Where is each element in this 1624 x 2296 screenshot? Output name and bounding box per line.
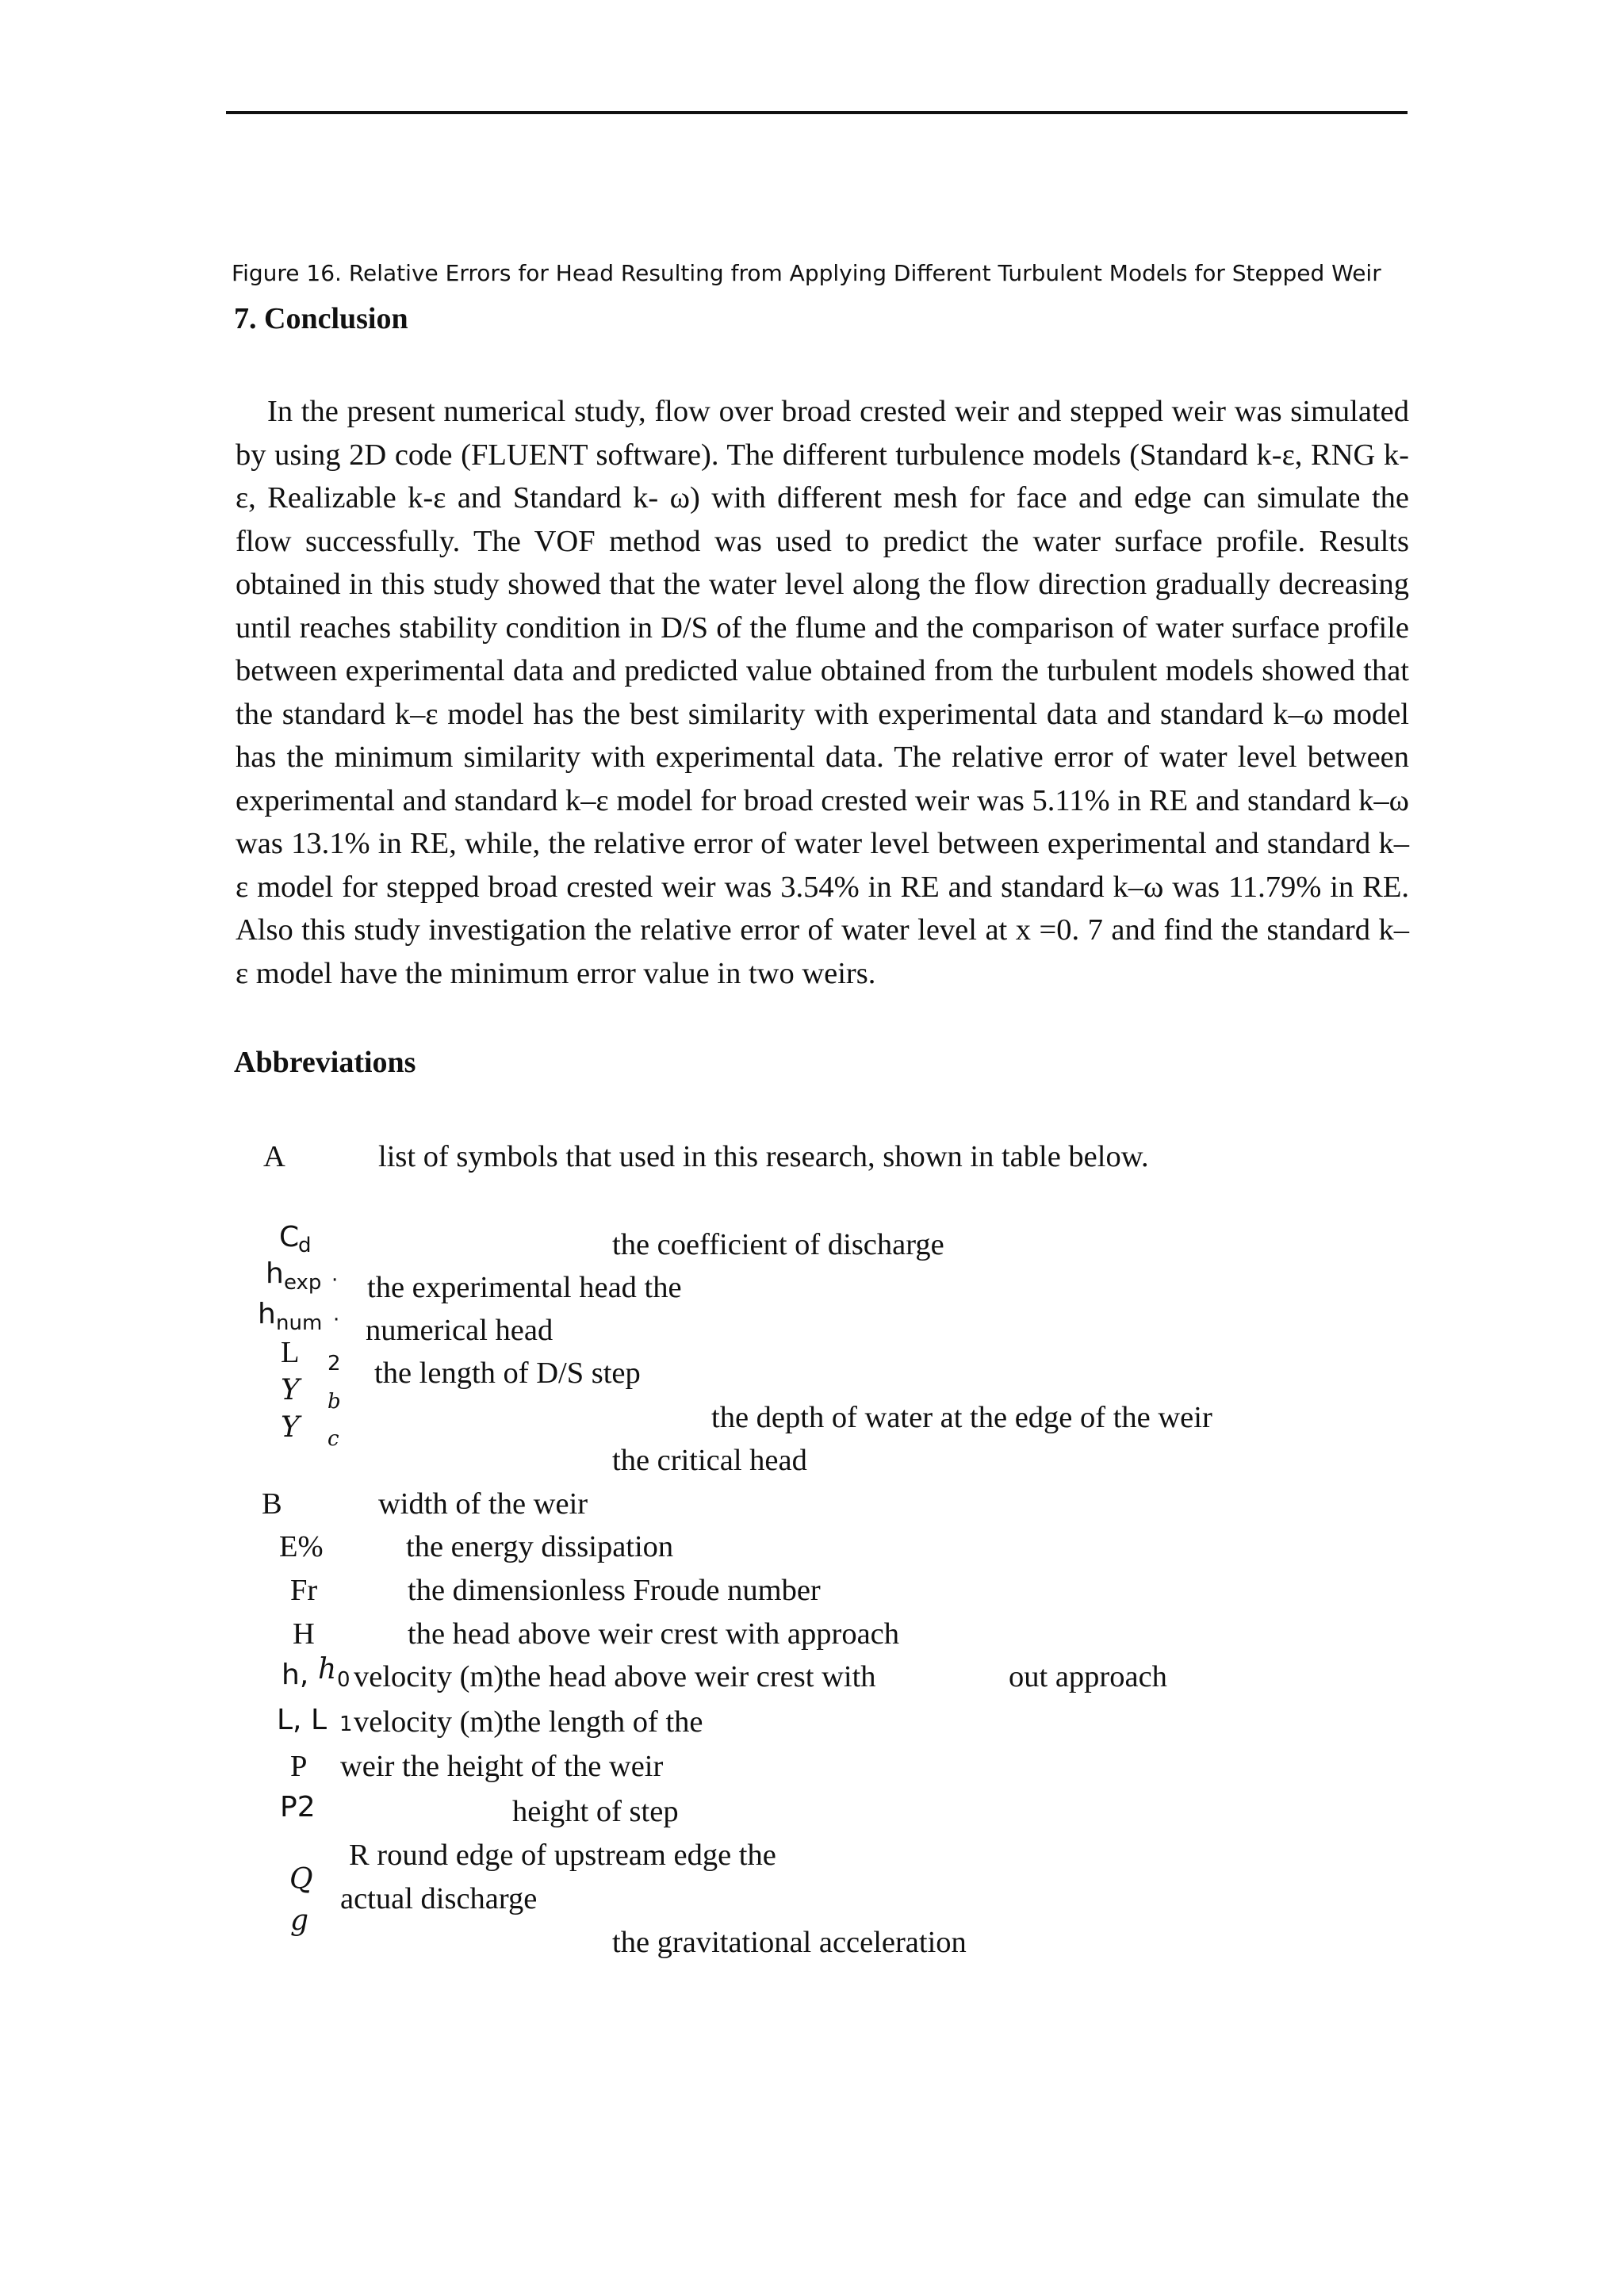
- abbr-yc-symbol: Y: [281, 1411, 300, 1444]
- abbr-yc-subscript: c: [327, 1427, 339, 1451]
- abbr-ll1-subscript: 1: [339, 1712, 353, 1736]
- abbr-cd-subscript: d: [298, 1234, 312, 1257]
- abbr-H-symbol: H: [293, 1617, 315, 1651]
- abbr-yb-desc: the depth of water at the edge of the weir: [711, 1401, 1212, 1434]
- abbr-r-desc: R round edge of upstream edge the: [349, 1839, 776, 1872]
- abbr-e-desc: the energy dissipation: [406, 1530, 674, 1563]
- abbr-q-symbol: Q: [289, 1863, 313, 1896]
- abbr-l-subscript: 2: [327, 1352, 341, 1376]
- abbr-b-symbol: B: [262, 1487, 282, 1521]
- abbr-ll1-desc: velocity (m)the length of the: [354, 1705, 703, 1739]
- abbr-fr-symbol: Fr: [290, 1574, 318, 1607]
- abbr-hexp-subscript: exp: [284, 1271, 322, 1295]
- abbr-e-symbol: E%: [279, 1530, 324, 1563]
- abbr-hexp-symbol: h: [266, 1257, 284, 1290]
- abbr-g-desc: the gravitational acceleration: [612, 1926, 967, 1959]
- abbr-h0-subscript: 0: [337, 1668, 350, 1692]
- abbr-h-desc: velocity (m)the head above weir crest with: [354, 1660, 876, 1693]
- abbr-fr-desc: the dimensionless Froude number: [408, 1574, 821, 1607]
- abbr-h-desc-tail: out approach: [1009, 1660, 1167, 1693]
- abbr-intro-text: list of symbols that used in this research, shown in table below.: [378, 1140, 1149, 1173]
- abbr-hexp-dot: ·: [331, 1269, 339, 1292]
- abbr-hnum-symbol: h: [258, 1298, 276, 1330]
- abbr-b-desc: width of the weir: [378, 1487, 588, 1521]
- abbr-hnum-desc: numerical head: [366, 1314, 553, 1347]
- conclusion-paragraph: [236, 390, 1409, 995]
- abbr-p2-symbol: P2: [280, 1791, 316, 1823]
- abbr-p2-desc: height of step: [512, 1795, 679, 1828]
- abbr-g-symbol: g: [290, 1904, 309, 1937]
- abbr-ll1-symbol: L, L: [277, 1704, 327, 1736]
- abbr-hnum-subscript: num: [276, 1311, 323, 1335]
- abbr-yb-subscript: b: [327, 1390, 341, 1414]
- abbr-p-desc: weir the height of the weir: [340, 1750, 664, 1783]
- abbr-l-desc: the length of D/S step: [374, 1357, 641, 1390]
- abbr-yb-symbol: Y: [281, 1374, 300, 1406]
- conclusion-text: In the present numerical study, flow over broad crested weir and stepped weir was simulated by using 2D code (FLUENT software). The different turbulence models (Standard k-ε, RNG k-ε, Realizable k-ε and Standard k- ω) with different mesh for face and edge can simulate the flow successfully. The VOF method was used to predict the water surface profile. Results obtained in this study showed that the water level along the flow direction gradually decreasing until reaches stability condition in D/S of the flume and the comparison of water surface profile between experimental data and predicted value obtained from the turbulent models showed that the standard k–ε model has the best similarity with experimental data and standard k–ω model has the minimum similarity with experimental data. The relative error of water level between experimental and standard k–ε model for broad crested weir was 5.11% in RE and standard k–ω was 13.1% in RE, while, the relative error of water level between experimental and standard k–ε model for stepped broad crested weir was 3.54% in RE and standard k–ω was 11.79% in RE. Also this study investigation the relative error of water level at x =0. 7 and find the standard k– ε model have the minimum error value in two weirs.: [236, 395, 1409, 990]
- abbr-yc-desc: the critical head: [612, 1444, 807, 1477]
- conclusion-heading: 7. Conclusion: [234, 302, 408, 335]
- abbr-l-symbol: L: [281, 1336, 300, 1369]
- abbr-h0-symbol: h: [318, 1653, 337, 1686]
- abbreviations-heading: Abbreviations: [234, 1046, 416, 1079]
- abbr-cd-desc: the coefficient of discharge: [612, 1228, 944, 1261]
- abbr-hnum-dot: ·: [333, 1308, 340, 1332]
- abbr-cd-symbol: C: [279, 1221, 300, 1253]
- abbr-p-symbol: P: [290, 1750, 308, 1783]
- abbr-q-desc: actual discharge: [340, 1882, 538, 1915]
- header-rule: [226, 111, 1408, 114]
- abbr-hexp-desc: the experimental head the: [367, 1271, 682, 1304]
- abbr-h-symbol: h,: [282, 1659, 309, 1691]
- figure-caption: Figure 16. Relative Errors for Head Resulting from Applying Different Turbulent Models for Stepped Weir: [232, 260, 1381, 286]
- abbr-H-desc: the head above weir crest with approach: [408, 1617, 900, 1651]
- abbr-intro-symbol: A: [263, 1140, 285, 1173]
